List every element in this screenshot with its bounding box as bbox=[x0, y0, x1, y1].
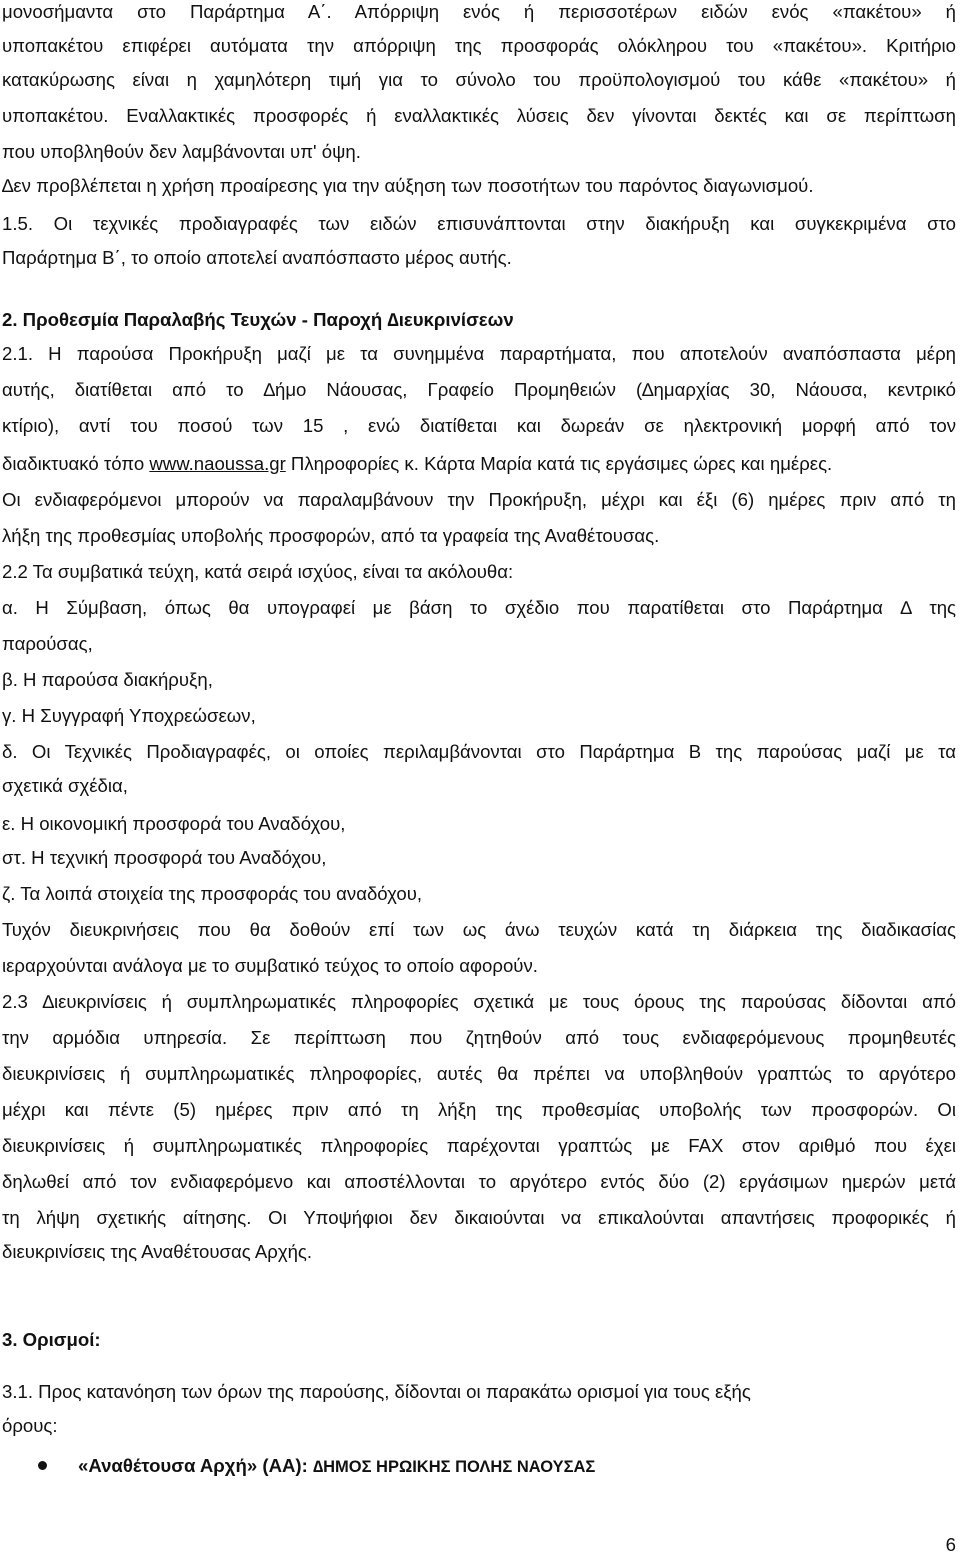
text-line: αυτής, διατίθεται από το ∆ήμο Νάουσας, Γραφείο Προμηθειών (∆ημαρχίας 30, Νάουσα, κεντρικό bbox=[2, 379, 956, 400]
text-line: που υποβληθούν δεν λαμβάνονται υπ' όψη. bbox=[2, 141, 361, 162]
web-line-suffix: Πληροφορίες κ. Κάρτα Μαρία κατά τις εργάσιμες ώρες και ημέρες. bbox=[285, 453, 833, 474]
text-line: Τυχόν διευκρινήσεις που θα δοθούν επί των ως άνω τευχών κατά τη διάρκεια της διαδικασίας bbox=[2, 919, 956, 940]
text-line: κατακύρωσης είναι η χαμηλότερη τιμή για το σύνολο του προϋπολογισμού του κάθε «πακέτου» ή bbox=[2, 69, 956, 90]
text-line: τη λήψη σχετικής αίτησης. Οι Υποψήφιοι δεν δικαιούνται να επικαλούνται απαντήσεις προφορικές ή bbox=[2, 1207, 956, 1228]
website-link[interactable]: www.naoussa.gr bbox=[149, 453, 286, 474]
text-line: στ. Η τεχνική προσφορά του Αναδόχου, bbox=[2, 847, 327, 868]
text-line: λήξη της προθεσμίας υποβολής προσφορών, από τα γραφεία της Αναθέτουσας. bbox=[2, 525, 660, 546]
text-line: 2.2 Τα συμβατικά τεύχη, κατά σειρά ισχύος, είναι τα ακόλουθα: bbox=[2, 561, 514, 582]
text-line: ∆εν προβλέπεται η χρήση προαίρεσης για την αύξηση των ποσοτήτων του παρόντος διαγωνισμού. bbox=[2, 175, 814, 196]
text-line: διευκρινίσεις ή συμπληρωματικές πληροφορίες παρέχονται γραπτώς με FAX στον αριθμό που έχει bbox=[2, 1135, 956, 1156]
text-line: ιεραρχούνται ανάλογα με το συμβατικό τεύχος το οποίο αφορούν. bbox=[2, 955, 538, 976]
text-line: υποπακέτου επιφέρει αυτόματα την απόρριψη της προσφοράς ολόκληρου του «πακέτου». Κριτήριο bbox=[2, 35, 956, 56]
definition-value: ∆ΗΜΟΣ ΗΡΩΙΚΗΣ ΠΟΛΗΣ ΝΑΟΥΣΑΣ bbox=[312, 1458, 596, 1476]
text-line: 1.5. Οι τεχνικές προδιαγραφές των ειδών επισυνάπτονται στην διακήρυξη και συγκεκριμένα στο bbox=[2, 213, 956, 234]
text-line: 3.1. Προς κατανόηση των όρων της παρούσης, δίδονται οι παρακάτω ορισμοί για τους εξής bbox=[2, 1381, 751, 1402]
text-line: μέχρι και πέντε (5) ημέρες πριν από τη λήξη της προθεσμίας υποβολής των προσφορών. Οι bbox=[2, 1099, 956, 1120]
text-line: κτίριο), αντί του ποσού των 15 , ενώ διατίθεται και δωρεάν σε ηλεκτρονική μορφή από τον bbox=[2, 415, 956, 436]
text-line: παρούσας, bbox=[2, 633, 93, 654]
text-line: Οι ενδιαφερόμενοι μπορούν να παραλαμβάνουν την Προκήρυξη, μέχρι και έξι (6) ημέρες πριν από τη bbox=[2, 489, 956, 510]
text-line: ζ. Τα λοιπά στοιχεία της προσφοράς του αναδόχου, bbox=[2, 883, 423, 904]
text-line: δηλωθεί από τον ενδιαφερόμενο και αποστέλλονται το αργότερο εντός δύο (2) εργάσιμων ημερών μετά bbox=[2, 1171, 956, 1192]
definition-label: «Αναθέτουσα Αρχή» (ΑΑ): bbox=[78, 1455, 313, 1476]
section-heading: 2. Προθεσμία Παραλαβής Τευχών - Παροχή ∆ιευκρινίσεων bbox=[2, 309, 514, 330]
page-number: 6 bbox=[945, 1534, 956, 1555]
text-line: διευκρινίσεις της Αναθέτουσας Αρχής. bbox=[2, 1241, 313, 1262]
text-line: α. Η Σύμβαση, όπως θα υπογραφεί με βάση το σχέδιο που παρατίθεται στο Παράρτημα ∆ της bbox=[2, 597, 956, 618]
text-line: διευκρινίσεις ή συμπληρωματικές πληροφορίες, αυτές θα πρέπει να υποβληθούν γραπτώς το αργότερο bbox=[2, 1063, 956, 1084]
text-line: όρους: bbox=[2, 1415, 58, 1436]
text-line: ε. Η οικονομική προσφορά του Αναδόχου, bbox=[2, 813, 346, 834]
text-line: μονοσήμαντα στο Παράρτημα Α΄. Απόρριψη ενός ή περισσοτέρων ειδών ενός «πακέτου» ή bbox=[2, 1, 956, 22]
text-line: γ. Η Συγγραφή Υποχρεώσεων, bbox=[2, 705, 256, 726]
definition-text bbox=[78, 1454, 595, 1479]
text-line: Παράρτημα Β΄, το οποίο αποτελεί αναπόσπαστο μέρος αυτής. bbox=[2, 247, 512, 268]
text-line: 2.3 ∆ιευκρινίσεις ή συμπληρωματικές πληροφορίες σχετικά με τους όρους της παρούσας δίδονται από bbox=[2, 991, 956, 1012]
web-line-prefix: διαδικτυακό τόπο bbox=[2, 453, 150, 474]
section-heading: 3. Ορισμοί: bbox=[2, 1329, 101, 1350]
text-line: β. Η παρούσα διακήρυξη, bbox=[2, 669, 213, 690]
bullet-dot-icon bbox=[38, 1461, 47, 1470]
text-line: την αρμόδια υπηρεσία. Σε περίπτωση που ζητηθούν από τους ενδιαφερόμενους προμηθευτές bbox=[2, 1027, 956, 1048]
text-line: δ. Οι Τεχνικές Προδιαγραφές, οι οποίες περιλαμβάνονται στο Παράρτημα Β της παρούσας μαζί με τα bbox=[2, 741, 956, 762]
text-line: υποπακέτου. Εναλλακτικές προσφορές ή εναλλακτικές λύσεις δεν γίνονται δεκτές και σε περίπτωση bbox=[2, 105, 956, 126]
text-line: 2.1. Η παρούσα Προκήρυξη μαζί με τα συνημμένα παραρτήματα, που αποτελούν αναπόσπαστα μέρη bbox=[2, 343, 956, 364]
web-line bbox=[2, 452, 956, 476]
text-line: σχετικά σχέδια, bbox=[2, 775, 128, 796]
